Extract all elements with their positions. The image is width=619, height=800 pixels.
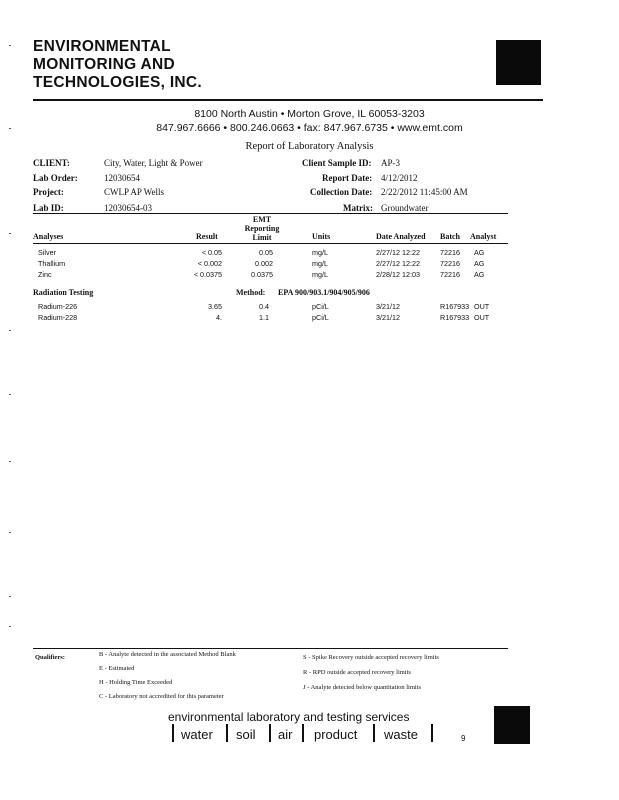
sample-id-label: Client Sample ID: (302, 158, 372, 168)
analyte-name: Silver (38, 248, 56, 257)
project-value: CWLP AP Wells (104, 187, 164, 197)
units-value: mg/L (312, 248, 328, 257)
date-value: 3/21/12 (376, 313, 400, 322)
matrix-value: Groundwater (381, 203, 429, 213)
analyte-name: Zinc (38, 270, 52, 279)
analyst-value: AG (474, 248, 485, 257)
method-value: EPA 900/903.1/904/905/906 (278, 288, 370, 297)
service-soil: soil (236, 727, 256, 742)
radiation-section-title: Radiation Testing (33, 288, 94, 297)
units-value: mg/L (312, 270, 328, 279)
limit-value: 0.4 (259, 302, 269, 311)
lab-order-label: Lab Order: (33, 173, 78, 183)
units-value: mg/L (312, 259, 328, 268)
matrix-label: Matrix: (343, 203, 373, 213)
scan-mark (9, 45, 11, 46)
scan-mark (9, 626, 11, 627)
result-value: < 0.0375 (193, 270, 222, 279)
qualifier-e: E - Estimated (99, 665, 135, 672)
emt-header: EMT (252, 215, 272, 224)
date-value: 2/27/12 12:22 (376, 248, 420, 257)
qualifiers-divider (33, 648, 508, 649)
date-analyzed-header: Date Analyzed (376, 232, 426, 241)
header-divider (33, 99, 543, 101)
service-air: air (278, 727, 293, 742)
result-header: Result (196, 232, 218, 241)
company-name-line3: TECHNOLOGIES, INC. (33, 74, 203, 91)
qualifier-s: S - Spike Recovery outside accepted recovery limits (303, 654, 439, 661)
footer-tagline: environmental laboratory and testing services (168, 710, 410, 724)
analyst-value: OUT (474, 302, 490, 311)
result-value: < 0.002 (197, 259, 222, 268)
scan-mark (9, 596, 11, 597)
analyte-name: Radium-228 (38, 313, 78, 322)
scan-mark (9, 532, 11, 533)
lab-id-value: 12030654-03 (104, 203, 152, 213)
header-rule (33, 243, 508, 244)
qualifier-j: J - Analyte detected below quantitation limits (303, 684, 422, 691)
collection-date-label: Collection Date: (310, 187, 373, 197)
analyst-value: OUT (474, 313, 490, 322)
scan-mark (9, 330, 11, 331)
result-value: 4. (216, 313, 222, 322)
service-separator (172, 724, 174, 742)
qualifier-r: R - RPD outside accepted recovery limits (303, 669, 411, 676)
result-value: < 0.05 (201, 248, 222, 257)
service-separator (302, 724, 304, 742)
report-title: Report of Laboratory Analysis (245, 141, 374, 152)
reporting-header: Reporting (244, 224, 280, 233)
analyte-name: Radium-226 (38, 302, 78, 311)
service-product: product (314, 727, 358, 742)
qualifier-h: H - Holding Time Exceeded (99, 679, 173, 686)
lab-order-value: 12030654 (104, 173, 140, 183)
analyte-name: Thallium (38, 259, 66, 268)
batch-value: 72216 (440, 270, 460, 279)
batch-value: 72216 (440, 259, 460, 268)
report-date-value: 4/12/2012 (381, 173, 418, 183)
batch-value: R167933 (440, 313, 470, 322)
logo-square (496, 40, 541, 85)
service-water: water (181, 727, 213, 742)
lab-id-label: Lab ID: (33, 203, 64, 213)
project-label: Project: (33, 187, 64, 197)
date-value: 3/21/12 (376, 302, 400, 311)
sample-id-value: AP-3 (381, 158, 401, 168)
page-number: 9 (461, 734, 466, 743)
client-label: CLIENT: (33, 158, 70, 168)
batch-value: 72216 (440, 248, 460, 257)
scan-mark (9, 461, 11, 462)
batch-header: Batch (440, 232, 460, 241)
batch-value: R167933 (440, 302, 470, 311)
service-separator (226, 724, 228, 742)
report-date-label: Report Date: (322, 173, 373, 183)
limit-value: 0.0375 (251, 270, 273, 279)
qualifiers-label: Qualifiers: (35, 654, 65, 661)
units-header: Units (312, 232, 331, 241)
analyst-header: Analyst (470, 232, 497, 241)
service-waste: waste (384, 727, 418, 742)
limit-value: 0.002 (255, 259, 273, 268)
scan-mark (9, 128, 11, 129)
company-name-line2: MONITORING AND (33, 56, 175, 73)
units-value: pCi/L (312, 302, 329, 311)
scan-mark (9, 233, 11, 234)
info-divider (33, 213, 508, 214)
qualifier-b: B - Analyte detected in the associated Method Blank (99, 651, 236, 658)
address-street: 8100 North Austin • Morton Grove, IL 60053-3203 (194, 108, 425, 120)
service-separator (269, 724, 271, 742)
emt-reporting-limit-header (240, 215, 284, 242)
date-value: 2/28/12 12:03 (376, 270, 420, 279)
scan-mark (9, 394, 11, 395)
units-value: pCi/L (312, 313, 329, 322)
result-value: 3.65 (208, 302, 222, 311)
limit-value: 0.05 (259, 248, 273, 257)
method-label: Method: (236, 288, 266, 297)
footer-logo-square (494, 706, 530, 744)
company-name (33, 38, 202, 92)
limit-value: 1.1 (259, 313, 269, 322)
collection-date-value: 2/22/2012 11:45:00 AM (381, 187, 468, 197)
company-name-line1: ENVIRONMENTAL (33, 38, 171, 55)
service-separator (373, 724, 375, 742)
limit-header: Limit (252, 233, 272, 242)
qualifier-c: C - Laboratory not accredited for this parameter (99, 693, 224, 700)
analyst-value: AG (474, 259, 485, 268)
client-value: City, Water, Light & Power (104, 158, 203, 168)
service-separator (431, 724, 433, 742)
analyst-value: AG (474, 270, 485, 279)
analyses-header: Analyses (33, 232, 64, 241)
date-value: 2/27/12 12:22 (376, 259, 420, 268)
address-phones: 847.967.6666 • 800.246.0663 • fax: 847.967.6735 • www.emt.com (156, 122, 463, 134)
